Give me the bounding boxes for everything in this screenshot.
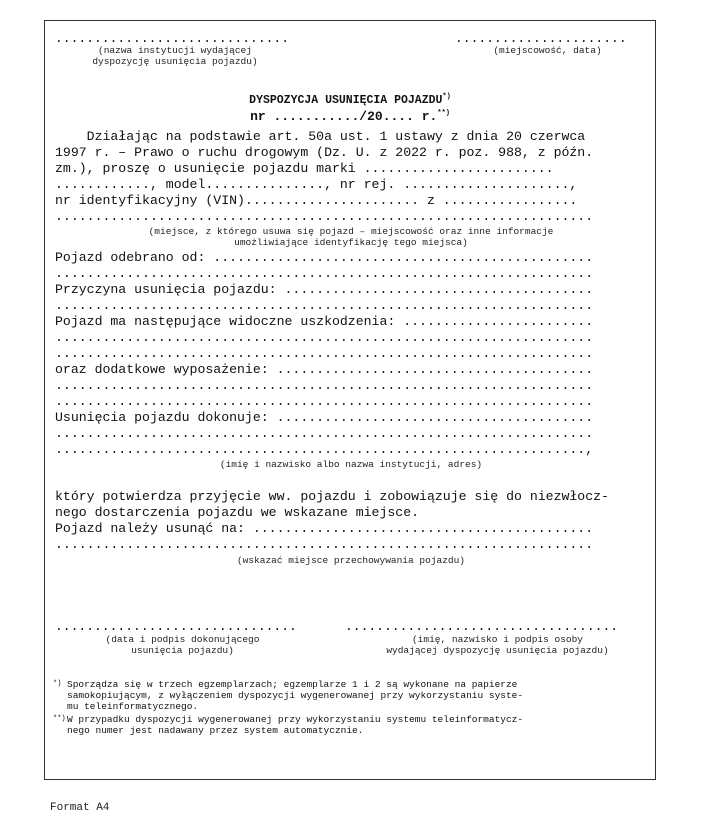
institution-dots: .............................. [55, 31, 290, 46]
body-line-4: ............, model..............., nr rej. ....................., [55, 177, 578, 192]
format-label: Format A4 [50, 802, 110, 814]
body-line-16: .................................................................... [55, 394, 594, 409]
executor-signature-caption: (data i podpis dokonującego usunięcia pojazdu) [105, 634, 260, 656]
place-date-caption: (miejscowość, data) [493, 45, 602, 56]
footnote-1-mark: *) [53, 680, 62, 688]
footnote-2-mark: **) [53, 715, 66, 723]
body-line-14: oraz dodatkowe wyposażenie: ........................................ [55, 362, 594, 377]
body2-line-3: Pojazd należy usunąć na: ........................................... [55, 521, 594, 536]
body-line-8: .................................................................... [55, 266, 594, 281]
body-line-7: Pojazd odebrano od: ................................................ [55, 250, 594, 265]
body2-line-4: .................................................................... [55, 537, 594, 552]
issuer-signature-caption: (imię, nazwisko i podpis osoby wydającej dyspozycję usunięcia pojazdu) [386, 634, 609, 656]
footnote-2: **) W przypadku dyspozycji wygenerowanej przy wykorzystaniu systemu teleinformatycz- nego numer jest nadawany przez system automatycznie. [53, 714, 524, 736]
body-line-9: Przyczyna usunięcia pojazdu: ....................................... [55, 282, 594, 297]
body-line-6: .................................................................... [55, 209, 594, 224]
body-line-1: Działając na podstawie art. 50a ust. 1 ustawy z dnia 20 czerwca [55, 129, 586, 144]
institution-caption: (nazwa instytucji wydającej dyspozycję usunięcia pojazdu) [92, 45, 258, 67]
body-line-13: .................................................................... [55, 346, 594, 361]
document-number: nr .........../20.... r.**) [250, 109, 450, 124]
executor-signature-dots: ............................... [55, 619, 297, 634]
place-date-dots: ...................... [455, 31, 627, 46]
storage-caption: (wskazać miejsce przechowywania pojazdu) [236, 555, 466, 566]
person-caption: (imię i nazwisko albo nazwa instytucji, adres) [219, 459, 483, 470]
document-title: DYSPOZYCJA USUNIĘCIA POJAZDU*) [249, 93, 451, 107]
body-line-2: 1997 r. – Prawo o ruchu drogowym (Dz. U. z 2022 r. poz. 988, z późn. [55, 145, 594, 160]
body-line-15: .................................................................... [55, 378, 594, 393]
body2-line-1: który potwierdza przyjęcie ww. pojazdu i zobowiązuje się do niezwłocz- [55, 489, 609, 504]
body-line-10: .................................................................... [55, 298, 594, 313]
issuer-signature-dots: ................................... [345, 619, 619, 634]
form-page [44, 20, 656, 780]
body-line-12: .................................................................... [55, 330, 594, 345]
body-line-18: .................................................................... [55, 426, 594, 441]
body-line-3: zm.), proszę o usunięcie pojazdu marki ........................ [55, 161, 554, 176]
body-line-19: ..................................................................., [55, 442, 594, 457]
body2-line-2: nego dostarczenia pojazdu we wskazane miejsce. [55, 505, 420, 520]
footnote-1: *) Sporządza się w trzech egzemplarzach; egzemplarze 1 i 2 są wykonane na papierze samokopiującym, z wyłączeniem dyspozycji wygenerowanej przy wykorzystaniu syste- mu teleinformatycznego. [53, 679, 524, 712]
body-line-17: Usunięcia pojazdu dokonuje: ........................................ [55, 410, 594, 425]
body-line-11: Pojazd ma następujące widoczne uszkodzenia: ........................ [55, 314, 594, 329]
place-caption: (miejsce, z którego usuwa się pojazd – miejscowość oraz inne informacje umożliwiające identyfikację tego miejsca) [148, 226, 554, 248]
body-line-5: nr identyfikacyjny (VIN)...................... z ................. [55, 193, 578, 208]
